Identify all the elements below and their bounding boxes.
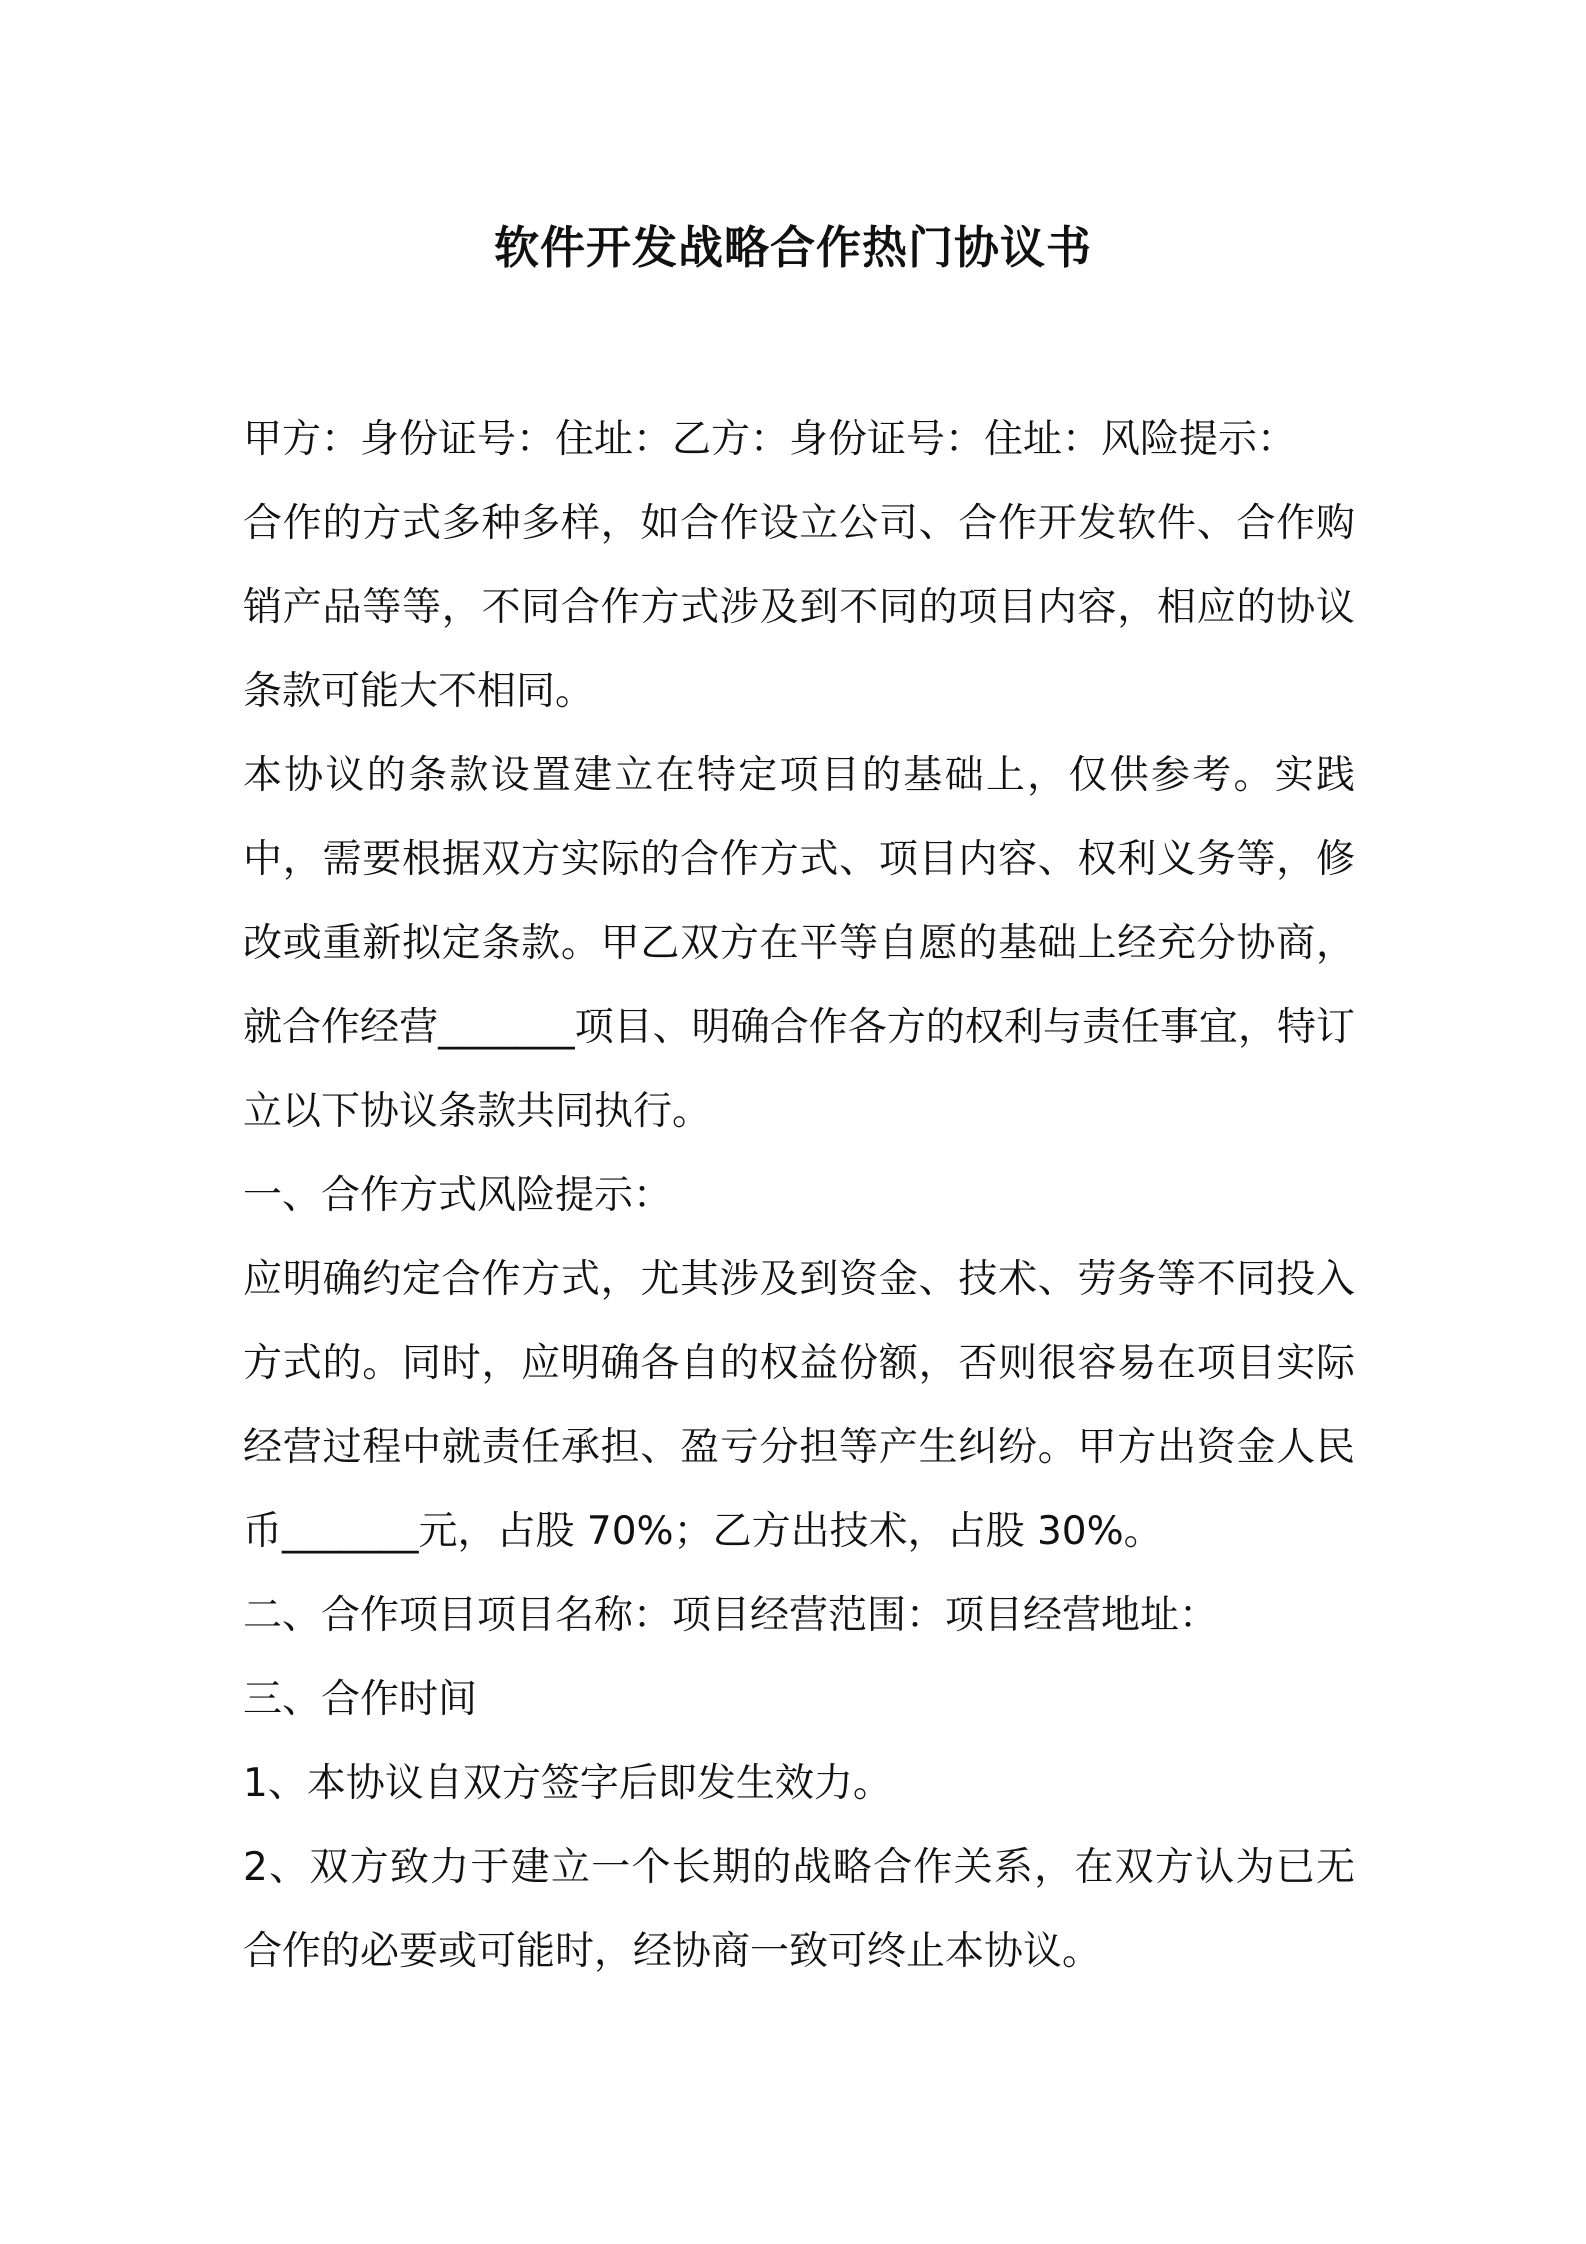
cooperation-methods-paragraph: 合作的方式多种多样，如合作设立公司、合作开发软件、合作购销产品等等，不同合作方式涉及到不同的项目内容，相应的协议条款可能大不相同。 [243, 501, 1355, 714]
section-heading-3: 三、合作时间 [243, 1677, 478, 1722]
clause-2: 2、双方致力于建立一个长期的战略合作关系，在双方认为已无合作的必要或可能时，经协商一致可终止本协议。 [243, 1845, 1355, 1974]
agreement-basis-paragraph: 本协议的条款设置建立在特定项目的基础上，仅供参考。实践中，需要根据双方实际的合作方式、项目内容、权利义务等，修改或重新拟定条款。甲乙双方在平等自愿的基础上经充分协商，就合作经营_______项目、明确合作各方的权利与责任事宜，特订立以下协议条款共同执行。 [243, 753, 1355, 1134]
section-heading-2: 二、合作项目项目名称：项目经营范围：项目经营地址： [243, 1593, 1219, 1638]
investment-terms-paragraph: 应明确约定合作方式，尤其涉及到资金、技术、劳务等不同投入方式的。同时，应明确各自的权益份额，否则很容易在项目实际经营过程中就责任承担、盈亏分担等产生纠纷。甲方出资金人民币_______元，占股 70%；乙方出技术，占股 30%。 [243, 1257, 1355, 1554]
document-title: 软件开发战略合作热门协议书 [493, 221, 1092, 274]
parties-paragraph: 甲方：身份证号：住址：乙方：身份证号：住址：风险提示： [243, 417, 1297, 462]
document-body [243, 398, 1355, 1994]
clause-1: 1、本协议自双方签字后即发生效力。 [243, 1761, 892, 1806]
section-heading-1: 一、合作方式风险提示： [243, 1173, 673, 1218]
